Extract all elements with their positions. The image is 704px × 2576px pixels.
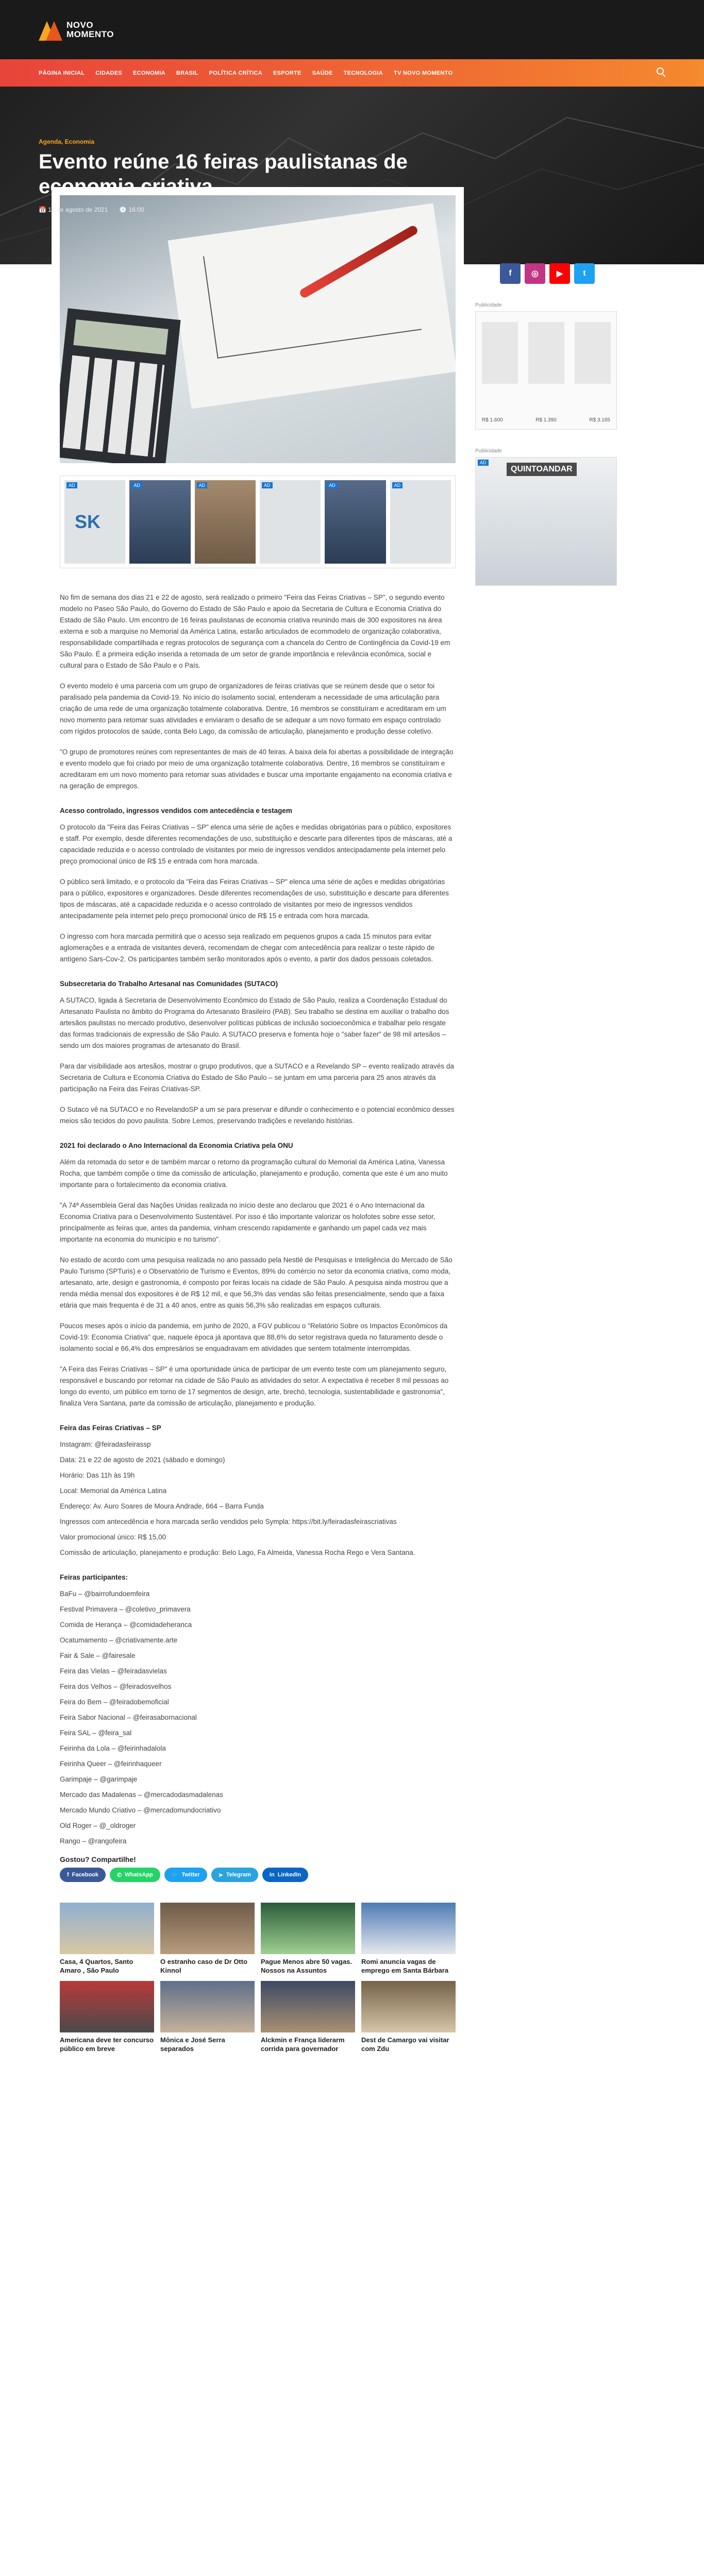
- ad-badge: AD: [197, 482, 208, 488]
- ad-brand: QUINTOANDAR: [507, 463, 577, 476]
- nav-economia[interactable]: ECONOMIA: [132, 70, 165, 76]
- sponsored-title: Pague Menos abre 50 vagas. Nossos na Assuntos: [261, 1958, 353, 1974]
- ad-label: Publicidade: [475, 448, 502, 454]
- nav-home[interactable]: PÁGINA INICIAL: [39, 70, 85, 76]
- info-line: Instagram: @feiradasfeirassp: [60, 1440, 151, 1448]
- ad-logo-text: SK: [75, 511, 101, 532]
- nav-cidades[interactable]: CIDADES: [95, 70, 122, 76]
- list-item: Mercado Mundo Criativo – @mercadomundocriativo: [60, 1806, 221, 1814]
- sponsored-item[interactable]: [361, 1903, 456, 1975]
- list-item: Feirinha Queer – @feirinhaqueer: [60, 1760, 162, 1768]
- share-section: [60, 1855, 456, 1882]
- info-line: Horário: Das 11h às 19h: [60, 1471, 135, 1479]
- list-item: BaFu – @bairrofundoemfeira: [60, 1590, 150, 1598]
- share-whatsapp-button[interactable]: [110, 1868, 160, 1882]
- paragraph: "A 74ª Assembleia Geral das Nações Unidas realizada no início deste ano declarou que 2021 é o Ano Internacional da Economia Criativa para o Desenvolvimento Sustentável. Por isso é tão importante valorizar os holofotes sobre esse setor, principalmente as feiras que, antes da pandemia, vinham crescendo rapidamente e ganhando um papel cada vez mais importante na economia do município e no turismo".: [60, 1201, 435, 1243]
- ad-card[interactable]: [195, 480, 256, 564]
- sponsored-item[interactable]: [261, 1981, 355, 2053]
- nav-tecnologia[interactable]: TECNOLOGIA: [343, 70, 383, 76]
- logo-line-2: MOMENTO: [66, 29, 114, 39]
- logo-line-1: NOVO: [66, 20, 94, 30]
- sponsored-title: Americana deve ter concurso público em breve: [60, 2036, 154, 2053]
- instagram-icon[interactable]: ◎: [525, 263, 545, 284]
- sponsored-title: Dest de Camargo vai visitar com Zdu: [361, 2036, 449, 2053]
- ad-card[interactable]: [129, 480, 190, 564]
- facebook-icon: f: [67, 1872, 69, 1878]
- paragraph: Para dar visibilidade aos artesãos, mostrar o grupo produtivos, que a SUTACO e a Revelando SP – evento realizado através da Secretaria de Cultura e Economia Criativa do Estado de São Paulo – se juntam em uma parceria para 25 anos através da participação na Feira das Feiras Criativas-SP.: [60, 1062, 454, 1093]
- nav-esporte[interactable]: ESPORTE: [273, 70, 301, 76]
- list-item: Comida de Herança – @comidadeheranca: [60, 1621, 192, 1629]
- paragraph: O público será limitado, e o protocolo da "Feira das Feiras Criativas – SP" elenca uma série de ações e medidas obrigatórias para o público, expositores e organizadores. Desde diferentes recomendações de uso, substituição e descarte para diferentes tipos de máscaras, até a capacidade reduzida e o acesso controlado de visitantes por meio de ingressos vendidos antecipadamente pela internet pelo preço promocional único de R$ 15 e entrada com hora marcada.: [60, 878, 449, 920]
- sponsored-item[interactable]: [60, 1981, 154, 2053]
- site-logo[interactable]: [39, 18, 114, 42]
- article-time: 🕓 16:00: [119, 206, 144, 213]
- ad-badge: AD: [392, 482, 403, 488]
- linkedin-icon: in: [269, 1872, 275, 1878]
- ad-badge: AD: [131, 482, 142, 488]
- list-item: Feira do Bem – @feiradobemoficial: [60, 1698, 169, 1706]
- list-item: Feirinha da Lola – @feirinhadalola: [60, 1744, 166, 1752]
- paragraph: O evento modelo é uma parceria com um grupo de organizadores de feiras criativas que se reúnem desde que o setor foi paralisado pela pandemia da Covid-19. No início do isolamento social, entenderam a necessidade de uma articulação para criação de uma rede de uma organização totalmente colaborativa. Dentre, 16 membros se constituíram e acreditaram em um novo momento para retomar suas atividades e enviaram o desafio de se adequar a um novo formato em espaço controlado com rígidos protocolos de saúde, conta Belo Lago, da comissão de articulação, planejamento e produção desse coletivo.: [60, 682, 446, 735]
- share-button-label: Facebook: [72, 1872, 99, 1878]
- paragraph: Poucos meses após o início da pandemia, em junho de 2020, a FGV publicou o "Relatório Sobre os Impactos Econômicos da Covid-19: Economia Criativa" que, naquele época já apontava que 88,6% do setor registrava queda no faturamento desde o isolamento social e 66,4% dos empresários se enquadravam em atividades que sentem totalmente interrompidas.: [60, 1322, 448, 1352]
- sponsored-item[interactable]: [160, 1981, 255, 2053]
- info-line: Valor promocional único: R$ 15,00: [60, 1533, 166, 1541]
- whatsapp-icon: ✆: [117, 1872, 122, 1878]
- twitter-icon: 🐦: [171, 1872, 179, 1878]
- list-item: Feira SAL – @feira_sal: [60, 1729, 132, 1737]
- sponsored-title: Alckmin e França liderarm corrida para governador: [261, 2036, 345, 2053]
- share-button-label: Twitter: [181, 1872, 200, 1878]
- follow-us: [475, 249, 619, 284]
- participants-list: [60, 1572, 456, 1847]
- ad-card[interactable]: [260, 480, 321, 564]
- sidebar-ad[interactable]: [475, 311, 617, 430]
- list-item: Ocatumamento – @criativamente.arte: [60, 1636, 178, 1644]
- ad-label: Publicidade: [475, 302, 502, 308]
- ad-price: R$ 1.600: [482, 417, 503, 423]
- section-heading: Feiras participantes:: [60, 1573, 128, 1581]
- share-facebook-button[interactable]: [60, 1868, 106, 1882]
- paragraph: O Sutaco vê na SUTACO e no RevelandoSP a um se para preservar e difundir o conhecimento e o potencial econômico desses meios são tecidos do povo paulista. Sobre Lemos, preservando tradições e revelando histórias.: [60, 1106, 455, 1125]
- nav-tv[interactable]: TV NOVO MOMENTO: [394, 70, 453, 76]
- sponsored-grid: [60, 1903, 456, 2053]
- share-telegram-button[interactable]: [211, 1868, 258, 1882]
- paragraph: "A Feira das Feiras Criativas – SP" é uma oportunidade única de participar de um evento teste com um planejamento seguro, responsável e buscando por retomar na cidade de São Paulo as atividades do setor. A expectativa é receber 8 mil pessoas ao longo do evento, um público em torno de 17 segmentos de design, arte, brechó, tecnologia, sustentabilidade e gastronomia", finaliza Vera Santana, parte da comissão de articulação, planejamento e produção.: [60, 1365, 449, 1407]
- sponsored-item[interactable]: [261, 1903, 355, 1975]
- list-item: Feira Sabor Nacional – @feirasabornacional: [60, 1714, 197, 1721]
- list-item: Old Roger – @_oldroger: [60, 1822, 136, 1829]
- list-item: Fair & Sale – @fairesale: [60, 1652, 136, 1659]
- sponsored-item[interactable]: [160, 1903, 255, 1975]
- article-date-text: 13 de agosto de 2021: [48, 206, 108, 213]
- paragraph: No fim de semana dos dias 21 e 22 de agosto, será realizado o primeiro "Feira das Feiras Criativas – SP", o segundo evento modelo no Paseo São Paulo, do Governo do Estado de São Paulo e apoio da Secretaria de Cultura e Economia Criativa do Estado de São Paulo. Um encontro de 16 feiras paulistanas de economia criativa reunindo mais de 300 expositores na área externa e sob a marquise no Memorial da América Latina, estarão articulados de ecommodelo de organização colaborativa, responsabilidade compartilhada e regras protocolos de segurança com a chancela do Centro de Contingência da Covid-19 em São Paulo. É a primeira edição inserida a retomada de um setor de grande importância e relevância econômica, social e cultural para o Estado de São Paulo e o País.: [60, 594, 450, 669]
- paragraph: "O grupo de promotores reúnes com representantes de mais de 40 feiras. A baixa dela foi abertas a possibilidade de integração e evento modelo que foi criado por meio de uma organização totalmente colaborativa. Dentre, 16 membros se constituíram e acreditaram em um novo momento para retomar suas atividades e buscar uma importante engajamento na economia criativa e na geração de empregos.: [60, 748, 454, 790]
- info-line: Comissão de articulação, planejamento e produção: Belo Lago, Fa Almeida, Vanessa Rocha Rego e Vera Santana.: [60, 1549, 415, 1556]
- article-time-text: 16:00: [128, 206, 144, 213]
- inline-ad-banner[interactable]: [60, 476, 456, 568]
- telegram-icon: ➤: [218, 1872, 223, 1878]
- nav-politica[interactable]: POLÍTICA CRÍTICA: [209, 70, 263, 76]
- article-main-image: [60, 195, 456, 463]
- sponsored-title: O estranho caso de Dr Otto Kinnol: [160, 1958, 248, 1974]
- ad-badge: AD: [262, 482, 273, 488]
- sidebar: [475, 249, 619, 586]
- sponsored-item[interactable]: [361, 1981, 456, 2053]
- share-button-label: Telegram: [226, 1872, 251, 1878]
- nav-brasil[interactable]: BRASIL: [176, 70, 198, 76]
- article-title: Evento reúne 16 feiras paulistanas de economia criativa: [39, 150, 408, 198]
- facebook-icon[interactable]: f: [500, 263, 521, 284]
- paragraph: A SUTACO, ligada à Secretaria de Desenvolvimento Econômico do Estado de São Paulo, realiza a Coordenação Estadual do Artesanato Paulista no âmbito do Programa do Artesanato Brasileiro (PAB). Seu trabalho se destina em auxiliar o trabalho dos artesãos paulistas no mercado produtivo, desenvolver políticas públicas de inclusão socioeconômica e trabalhar pelo resgate das formas tradicionais de expressão de São Paulo. A SUTACO preserva e fomenta hoje o "saber fazer" de 98 mil artesãos – sendo um dos maiores programas de artesanato do Brasil.: [60, 996, 449, 1049]
- event-info: [60, 1422, 456, 1558]
- section-heading: Acesso controlado, ingressos vendidos com antecedência e testagem: [60, 807, 292, 815]
- sidebar-ad-quintoandar[interactable]: [475, 457, 617, 586]
- ad-card[interactable]: [390, 480, 451, 564]
- paragraph: O ingresso com hora marcada permitirá que o acesso seja realizado em pequenos grupos a cada 15 minutos para evitar aglomerações e a entrada de visitantes deverá, recomendam de chegar com antecedência para realizar o teste rápido de antígeno Sars-Cov-2. Os participantes também serão monitorados após o evento, a partir dos dados pessoais coletados.: [60, 933, 435, 963]
- article-body: [52, 187, 464, 2069]
- share-button-label: WhatsApp: [125, 1872, 153, 1878]
- ad-card[interactable]: [64, 480, 125, 564]
- list-item: Festival Primavera – @coletivo_primavera: [60, 1605, 191, 1613]
- follow-title: Siga-nos: [532, 249, 563, 257]
- ad-badge: AD: [327, 482, 338, 488]
- paragraph: No estado de acordo com uma pesquisa realizada no ano passado pela Nestlé de Pesquisas e Inteligência do Mercado de São Paulo Turismo (SPTuris) e o Observatório de Turismo e Eventos, 89% do comércio no setor da economia criativa, como moda, artesanato, arte, design e gastronomia, é composto por feiras locais na cidade de São Paulo. A pesquisa ainda mostrou que a renda média mensal dos expositores é de R$ 12 mil, e que 56,3% das vendas são feitas presencialmente, sendo que a faixa etária que mais frequenta é de 31 a 40 anos, entre as quais 56,3% são realizadas em espaços culturais.: [60, 1256, 452, 1309]
- article-category[interactable]: Agenda, Economia: [39, 138, 95, 145]
- main-nav: [0, 59, 704, 87]
- info-line: Local: Memorial da América Latina: [60, 1487, 167, 1495]
- list-item: Rango – @rangofeira: [60, 1837, 127, 1845]
- share-linkedin-button[interactable]: [262, 1868, 308, 1882]
- section-heading: 2021 foi declarado o Ano Internacional da Economia Criativa pela ONU: [60, 1142, 293, 1149]
- logo-mark-icon: [39, 18, 62, 42]
- twitter-icon[interactable]: t: [574, 263, 595, 284]
- share-label: Gostou? Compartilhe!: [60, 1855, 136, 1863]
- info-line: Ingressos com antecedência e hora marcada serão vendidos pelo Sympla: https://bit.ly/feiradasfeirascriativas: [60, 1518, 397, 1526]
- ad-card[interactable]: [325, 480, 385, 564]
- list-item: Garimpaje – @garimpaje: [60, 1775, 138, 1783]
- list-item: Mercado das Madalenas – @mercadodasmadalenas: [60, 1791, 223, 1799]
- info-line: Data: 21 e 22 de agosto de 2021 (sábado e domingo): [60, 1456, 225, 1464]
- search-icon[interactable]: [657, 67, 667, 78]
- info-line: Endereço: Av. Auro Soares de Moura Andrade, 664 – Barra Funda: [60, 1502, 264, 1510]
- share-button-label: LinkedIn: [277, 1872, 301, 1878]
- top-header: [0, 0, 704, 59]
- sponsored-title: Casa, 4 Quartos, Santo Amaro , São Paulo: [60, 1958, 133, 1974]
- section-heading: Feira das Feiras Criativas – SP: [60, 1424, 161, 1432]
- ad-price: R$ 1.390: [535, 417, 557, 423]
- ad-badge: AD: [66, 482, 77, 488]
- paragraph: Além da retomada do setor e de também marcar o retorno da programação cultural do Memorial da América Latina, Vanessa Rocha, que também compõe o time da comissão de articulação, planejamento e produção, comenta que este é um ano muito importante para o fortalecimento da economia criativa.: [60, 1158, 448, 1189]
- paragraph: O protocolo da "Feira das Feiras Criativas – SP" elenca uma série de ações e medidas obrigatórias para o público, expositores e staff. Por exemplo, desde diferentes recomendações de uso, substituição e descarte para diferentes tipos de máscaras, até a capacidade reduzida e o acesso controlado de visitantes por meio de ingressos vendidos antecipadamente pela internet pelo preço promocional único de R$ 15 e entrada com hora marcada.: [60, 823, 452, 865]
- list-item: Feira das Vielas – @feiradasvielas: [60, 1667, 167, 1675]
- section-heading: Subsecretaria do Trabalho Artesanal nas Comunidades (SUTACO): [60, 980, 278, 988]
- ad-price: R$ 3.165: [589, 417, 610, 423]
- ad-badge: AD: [478, 460, 489, 466]
- article-text: [60, 592, 456, 1847]
- sponsored-title: Romi anuncia vagas de emprego em Santa Bárbara: [361, 1958, 449, 1974]
- nav-saude[interactable]: SAÚDE: [312, 70, 333, 76]
- youtube-icon[interactable]: ▶: [549, 263, 570, 284]
- article-date: 📅 13 de agosto de 2021: [39, 206, 108, 213]
- share-twitter-button[interactable]: [164, 1868, 207, 1882]
- sponsored-title: Mônica e José Serra separados: [160, 2036, 225, 2053]
- sponsored-item[interactable]: [60, 1903, 154, 1975]
- list-item: Feira dos Velhos – @feiradosvelhos: [60, 1683, 172, 1690]
